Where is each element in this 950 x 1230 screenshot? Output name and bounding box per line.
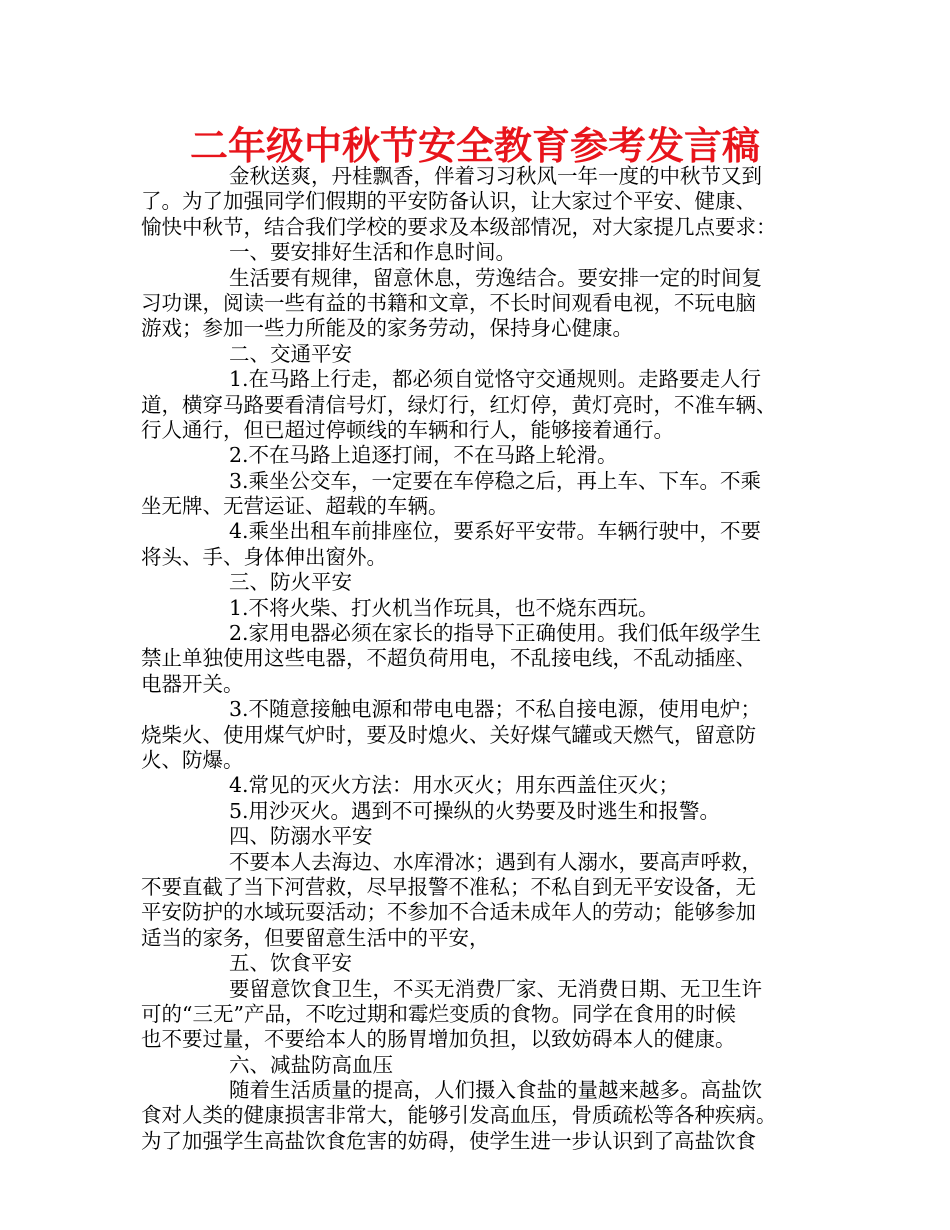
paragraph-line: 将头、手、身体伸出窗外。	[141, 544, 387, 569]
paragraph-line-indented: 3.乘坐公交车，一定要在车停稳之后，再上车、下车。不乘	[229, 468, 762, 493]
paragraph-line: 道，横穿马路要看清信号灯，绿灯行，红灯停，黄灯亮时，不准车辆、	[141, 392, 777, 417]
paragraph-line-indented: 生活要有规律，留意休息，劳逸结合。要安排一定的时间复	[229, 265, 762, 290]
paragraph-line-indented: 随着生活质量的提高，人们摄入食盐的量越来越多。高盐饮	[229, 1078, 762, 1103]
paragraph-line: 禁止单独使用这些电器，不超负荷用电，不乱接电线，不乱动插座、	[141, 646, 756, 671]
paragraph-line-indented: 4.乘坐出租车前排座位，要系好平安带。车辆行驶中，不要	[229, 519, 762, 544]
paragraph-line: 坐无牌、无营运证、超载的车辆。	[141, 494, 449, 519]
paragraph-line: 愉快中秋节，结合我们学校的要求及本级部情况，对大家提几点要求：	[141, 214, 777, 239]
paragraph-line: 食对人类的健康损害非常大，能够引发高血压，骨质疏松等各种疾病。	[141, 1103, 777, 1128]
paragraph-line: 火、防爆。	[141, 747, 244, 772]
paragraph-line: 为了加强学生高盐饮食危害的妨碍，使学生进一步认识到了高盐饮食	[141, 1128, 756, 1153]
paragraph-line-indented: 二、交通平安	[229, 341, 352, 366]
paragraph-line-indented: 2.家用电器必须在家长的指导下正确使用。我们低年级学生	[229, 621, 762, 646]
paragraph-line: 烧柴火、使用煤气炉时，要及时熄火、关好煤气罐或天燃气，留意防	[141, 722, 756, 747]
paragraph-line-indented: 五、饮食平安	[229, 951, 352, 976]
paragraph-line-indented: 三、防火平安	[229, 570, 352, 595]
paragraph-line: 平安防护的水域玩耍活动；不参加不合适未成年人的劳动；能够参加	[141, 900, 756, 925]
paragraph-line-indented: 1.不将火柴、打火机当作玩具，也不烧东西玩。	[229, 595, 659, 620]
paragraph-line-indented: 3.不随意接触电源和带电电器；不私自接电源，使用电炉；	[229, 697, 762, 722]
paragraph-line: 了。为了加强同学们假期的平安防备认识，让大家过个平安、健康、	[141, 189, 756, 214]
paragraph-line-indented: 1.在马路上行走，都必须自觉恪守交通规则。走路要走人行	[229, 367, 762, 392]
paragraph-line: 适当的家务，但要留意生活中的平安，	[141, 925, 490, 950]
document-body	[141, 164, 831, 1154]
paragraph-line-indented: 六、减盐防高血压	[229, 1052, 393, 1077]
paragraph-line: 电器开关。	[141, 671, 244, 696]
paragraph-line: 习功课，阅读一些有益的书籍和文章，不长时间观看电视，不玩电脑	[141, 290, 756, 315]
paragraph-line: 不要直截了当下河营救，尽早报警不准私；不私自到无平安设备，无	[141, 874, 756, 899]
paragraph-line-indented: 一、要安排好生活和作息时间。	[229, 240, 516, 265]
paragraph-line: 行人通行，但已超过停顿线的车辆和行人，能够接着通行。	[141, 417, 674, 442]
paragraph-line: 也不要过量，不要给本人的肠胃增加负担，以致妨碍本人的健康。	[141, 1027, 736, 1052]
paragraph-line-indented: 四、防溺水平安	[229, 824, 373, 849]
paragraph-line-indented: 5.用沙灭火。遇到不可操纵的火势要及时逃生和报警。	[229, 798, 721, 823]
paragraph-line: 游戏；参加一些力所能及的家务劳动，保持身心健康。	[141, 316, 633, 341]
paragraph-line-indented: 不要本人去海边、水库滑冰；遇到有人溺水，要高声呼救，	[229, 849, 762, 874]
paragraph-line-indented: 2.不在马路上追逐打闹，不在马路上轮滑。	[229, 443, 618, 468]
document-title: 二年级中秋节安全教育参考发言稿	[189, 124, 760, 168]
paragraph-line: 可的“三无”产品，不吃过期和霉烂变质的食物。同学在食用的时候	[141, 1001, 736, 1026]
paragraph-line-indented: 要留意饮食卫生，不买无消费厂家、无消费日期、无卫生许	[229, 976, 762, 1001]
paragraph-line-indented: 4.常见的灭火方法：用水灭火；用东西盖住灭火；	[229, 773, 680, 798]
paragraph-line-indented: 金秋送爽，丹桂飘香，伴着习习秋风一年一度的中秋节又到	[229, 164, 762, 188]
